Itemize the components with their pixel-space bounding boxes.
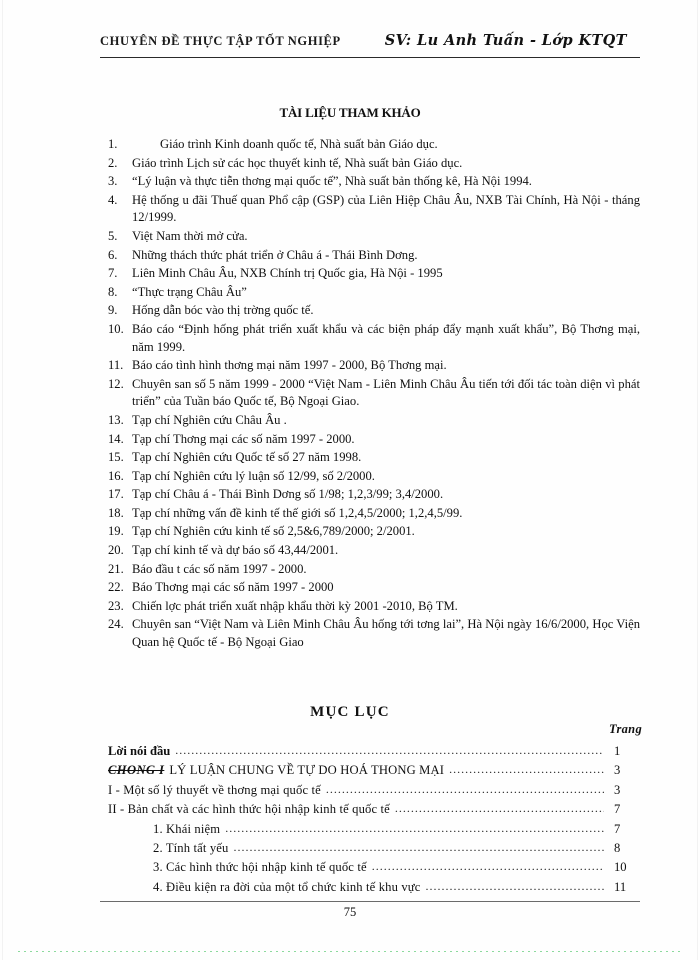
reference-item: [108, 376, 640, 411]
toc-row[interactable]: [108, 742, 640, 761]
reference-text: Những thách thức phát triển ở Châu á - Thái Bình Dơng.: [132, 247, 418, 262]
reference-item: [108, 155, 640, 173]
toc-entry-label: II - Bản chất và các hình thức hội nhập kinh tế quốc tế: [108, 802, 390, 817]
reference-number: 22.: [108, 580, 124, 595]
reference-text: Hống dẫn bóc vào thị trờng quốc tế.: [132, 303, 314, 318]
reference-text: Chuyên san “Việt Nam và Liên Minh Châu Âu hống tới tơng lai”, Hà Nội ngày 16/6/2000, Học Viện Quan hệ Quốc tế - Bộ Ngoại Giao: [132, 617, 640, 650]
reference-number: 16.: [108, 468, 124, 483]
reference-text: Báo cáo “Định hống phát triển xuất khẩu và các biện pháp đẩy mạnh xuất khẩu”, Bộ Thơng mại, năm 1999.: [132, 321, 640, 354]
reference-text: Tạp chí Nghiên cứu lý luận số 12/99, số 2/2000.: [132, 468, 375, 483]
reference-text: Báo Thơng mại các số năm 1997 - 2000: [132, 580, 334, 595]
reference-text: Tạp chí những vấn đề kinh tế thế giới số 1,2,4,5/2000; 1,2,4,5/99.: [132, 505, 463, 520]
reference-item: [108, 173, 640, 191]
toc-page-number: 7: [614, 821, 621, 836]
toc-entry-label: Lời nói đầu: [108, 744, 171, 758]
header-rule: [100, 57, 640, 58]
reference-number: 9.: [108, 303, 118, 318]
reference-text: Tạp chí Nghiên cứu Quốc tế số 27 năm 1998.: [132, 450, 362, 465]
reference-text: Liên Minh Châu Âu, NXB Chính trị Quốc gia, Hà Nội - 1995: [132, 266, 443, 281]
header-student-info: SV: Lu Anh Tuấn - Lớp KTQT: [384, 32, 627, 49]
reference-item: [108, 579, 640, 597]
footer-rule: [100, 901, 640, 902]
reference-number: 24.: [108, 617, 124, 632]
reference-item: [108, 265, 640, 283]
reference-item: [108, 598, 640, 616]
page-number: 75: [343, 905, 357, 919]
reference-item: [108, 302, 640, 320]
toc-entry-label: 1. Khái niệm: [153, 821, 221, 836]
toc-row[interactable]: [108, 878, 640, 897]
toc-entry-label: 4. Điều kiện ra đời của một tổ chức kinh tế khu vực: [153, 879, 421, 894]
toc-row[interactable]: [108, 800, 640, 819]
page-edge-right: [697, 0, 698, 960]
reference-number: 7.: [108, 266, 118, 281]
toc-entry-label: LÝ LUẬN CHUNG VỀ TỰ DO HOÁ THONG MẠI: [169, 763, 445, 778]
reference-text: Tạp chí kinh tế và dự báo số 43,44/2001.: [132, 543, 339, 558]
reference-number: 19.: [108, 524, 124, 539]
scan-edge-dotted-line: [18, 951, 682, 953]
reference-item: [108, 561, 640, 579]
reference-number: 15.: [108, 450, 124, 465]
reference-text: Chiến lợc phát triển xuất nhập khẩu thời kỳ 2001 -2010, Bộ TM.: [132, 598, 458, 613]
toc-entry-label: I - Một số lý thuyết về thơng mại quốc tế: [108, 782, 321, 797]
reference-number: 21.: [108, 561, 124, 576]
reference-text: Tạp chí Châu á - Thái Bình Dơng số 1/98; 1,2,3/99; 3,4/2000.: [132, 487, 444, 502]
references-list: [108, 136, 640, 653]
toc-leader-dots: [175, 741, 604, 760]
toc-page-number: 3: [614, 763, 621, 778]
reference-text: Hệ thống u đãi Thuế quan Phổ cập (GSP) của Liên Hiệp Châu Âu, NXB Tài Chính, Hà Nội - tháng 12/1999.: [132, 192, 640, 225]
reference-item: [108, 486, 640, 504]
toc-leader-dots: [233, 838, 604, 857]
reference-item: [108, 136, 640, 154]
reference-item: [108, 505, 640, 523]
references-heading: TÀI LIỆU THAM KHẢO: [279, 105, 421, 120]
toc-page-number: 11: [614, 879, 627, 894]
reference-number: 14.: [108, 431, 124, 446]
reference-item: [108, 321, 640, 356]
reference-item: [108, 284, 640, 302]
reference-number: 8.: [108, 284, 118, 299]
toc-page-number: 10: [614, 860, 627, 875]
reference-number: 10.: [108, 321, 124, 336]
reference-number: 5.: [108, 228, 118, 243]
reference-number: 12.: [108, 376, 124, 391]
toc-leader-dots: [372, 857, 604, 876]
reference-number: 4.: [108, 192, 118, 207]
reference-item: [108, 523, 640, 541]
toc-page-number: 8: [614, 841, 621, 856]
reference-number: 3.: [108, 174, 118, 189]
toc-row[interactable]: [108, 820, 640, 839]
reference-text: Chuyên san số 5 năm 1999 - 2000 “Việt Nam - Liên Minh Châu Âu tiến tới đối tác toàn diện vì phát triển” của Tuần báo Quốc tế, Bộ Ngoại Giao.: [132, 376, 640, 409]
toc-page-number: 1: [614, 744, 621, 758]
toc-page-column-header: Trang: [609, 722, 642, 736]
toc-leader-dots: [326, 780, 604, 799]
toc-leader-dots: [426, 877, 604, 896]
reference-item: [108, 412, 640, 430]
reference-text: Giáo trình Kinh doanh quốc tế, Nhà suất bản Giáo dục.: [160, 137, 438, 151]
reference-item: [108, 192, 640, 227]
reference-text: Báo đầu t các số năm 1997 - 2000.: [132, 561, 307, 576]
toc-entry-label: 2. Tính tất yếu: [153, 841, 229, 856]
reference-text: Báo cáo tình hình thơng mại năm 1997 - 2000, Bộ Thơng mại.: [132, 358, 447, 373]
reference-item: [108, 431, 640, 449]
reference-number: 11.: [108, 358, 124, 373]
reference-number: 23.: [108, 598, 124, 613]
reference-number: 17.: [108, 487, 124, 502]
toc-leader-dots: [225, 819, 604, 838]
reference-text: Tạp chí Thơng mại các số năm 1997 - 2000.: [132, 431, 355, 446]
reference-item: [108, 542, 640, 560]
reference-item: [108, 247, 640, 265]
reference-number: 13.: [108, 412, 124, 427]
toc-page-number: 7: [614, 802, 621, 817]
toc-leader-dots: [395, 799, 604, 818]
reference-text: Việt Nam thời mở cửa.: [132, 228, 248, 243]
toc-entry-label: 3. Các hình thức hội nhập kinh tế quốc tế: [153, 860, 367, 875]
toc-chapter-strikethrough: CHONG I: [108, 763, 165, 778]
toc-leader-dots: [449, 760, 604, 779]
reference-text: Tạp chí Nghiên cứu Châu Âu .: [132, 412, 287, 427]
reference-number: 2.: [108, 155, 118, 170]
reference-number: 6.: [108, 247, 118, 262]
reference-text: Tạp chí Nghiên cứu kinh tế số 2,5&6,789/2000; 2/2001.: [132, 524, 415, 539]
reference-text: “Lý luận và thực tiễn thơng mại quốc tế”, Nhà suất bản thống kê, Hà Nội 1994.: [132, 174, 532, 189]
toc-list: [108, 742, 640, 897]
reference-item: [108, 449, 640, 467]
toc-row[interactable]: [108, 761, 640, 780]
reference-number: 1.: [108, 137, 118, 151]
toc-heading: MỤC LỤC: [310, 704, 390, 720]
toc-row[interactable]: [108, 858, 640, 877]
reference-item: [108, 228, 640, 246]
reference-number: 20.: [108, 543, 124, 558]
reference-number: 18.: [108, 505, 124, 520]
reference-item: [108, 357, 640, 375]
header-title-left: CHUYÊN ĐỀ THỰC TẬP TỐT NGHIỆP: [100, 34, 341, 48]
page-edge-left: [2, 0, 3, 960]
reference-item: [108, 468, 640, 486]
reference-text: “Thực trạng Châu Âu”: [132, 284, 247, 299]
toc-row[interactable]: [108, 781, 640, 800]
toc-page-number: 3: [614, 782, 621, 797]
reference-item: [108, 616, 640, 651]
reference-text: Giáo trình Lịch sử các học thuyết kinh tế, Nhà suất bản Giáo dục.: [132, 155, 463, 170]
toc-row[interactable]: [108, 839, 640, 858]
